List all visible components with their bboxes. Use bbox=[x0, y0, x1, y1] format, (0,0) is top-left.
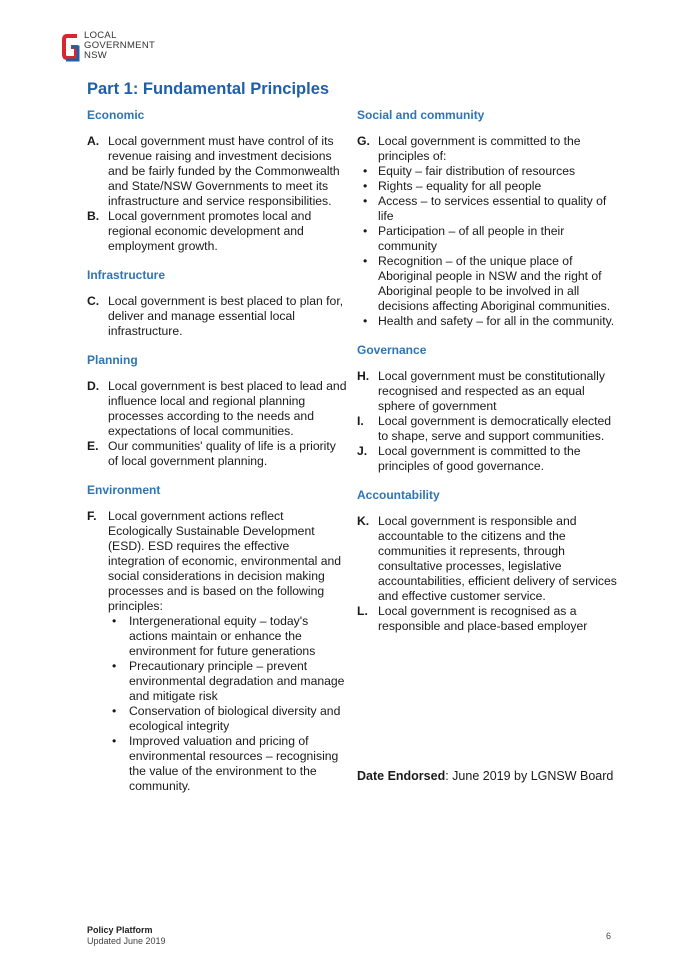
left-column bbox=[87, 108, 349, 808]
item-text: Local government is best placed to plan for, deliver and manage essential local infrastructure. bbox=[108, 294, 344, 338]
bullet-text: Participation – of all people in their community bbox=[378, 224, 565, 253]
section-heading: Economic bbox=[87, 108, 145, 122]
item-letter: F. bbox=[87, 509, 97, 523]
footer-updated: Updated June 2019 bbox=[87, 936, 166, 946]
principle-item bbox=[87, 439, 349, 469]
bullet-item bbox=[87, 614, 349, 659]
bullet-item bbox=[357, 314, 619, 329]
bullet-dot: • bbox=[363, 164, 368, 178]
page-title: Part 1: Fundamental Principles bbox=[87, 80, 330, 98]
bullet-text: Improved valuation and pricing of environmental resources – recognising the value of the environment to the community. bbox=[129, 734, 339, 793]
item-text: Local government promotes local and regional economic development and employment growth. bbox=[108, 209, 312, 253]
item-letter: G. bbox=[357, 134, 370, 148]
right-column bbox=[357, 108, 619, 648]
bullet-dot: • bbox=[363, 179, 368, 193]
logo-line: NSW bbox=[84, 50, 108, 61]
section-heading: Accountability bbox=[357, 488, 440, 502]
bullet-list bbox=[357, 164, 619, 329]
bullet-item bbox=[357, 224, 619, 254]
bullet-text: Rights – equality for all people bbox=[378, 179, 542, 193]
bullet-item bbox=[87, 734, 349, 794]
principle-item bbox=[357, 514, 619, 604]
date-endorsed-value: : June 2019 by LGNSW Board bbox=[445, 769, 614, 783]
logo-line: LOCAL bbox=[84, 30, 117, 41]
page-footer bbox=[87, 925, 166, 947]
logo-line: GOVERNMENT bbox=[84, 40, 156, 51]
bullet-item bbox=[87, 659, 349, 704]
item-letter: C. bbox=[87, 294, 100, 308]
item-letter: L. bbox=[357, 604, 368, 618]
bullet-text: Health and safety – for all in the community. bbox=[378, 314, 615, 328]
section-economic bbox=[87, 108, 349, 254]
section-infrastructure bbox=[87, 268, 349, 339]
bullet-text: Conservation of biological diversity and ecological integrity bbox=[129, 704, 341, 733]
section-social-community bbox=[357, 108, 619, 329]
bullet-dot: • bbox=[112, 659, 117, 673]
section-heading: Social and community bbox=[357, 108, 485, 122]
item-text: Local government must have control of its revenue raising and investment decisions and be fairly funded by the Commonwealth and State/NSW Governments to meet its infrastructure and service responsibilities. bbox=[108, 134, 340, 208]
item-letter: A. bbox=[87, 134, 100, 148]
item-letter: H. bbox=[357, 369, 370, 383]
lgnsw-logo bbox=[62, 30, 172, 66]
section-environment bbox=[87, 483, 349, 794]
section-heading: Governance bbox=[357, 343, 427, 357]
bullet-item bbox=[357, 179, 619, 194]
principle-item bbox=[87, 209, 349, 254]
footer-document-name: Policy Platform bbox=[87, 925, 153, 935]
section-governance bbox=[357, 343, 619, 474]
item-letter: J. bbox=[357, 444, 368, 458]
bullet-dot: • bbox=[363, 224, 368, 238]
item-text: Our communities' quality of life is a priority of local government planning. bbox=[108, 439, 336, 468]
section-heading: Infrastructure bbox=[87, 268, 166, 282]
section-heading: Environment bbox=[87, 483, 161, 497]
principle-item bbox=[87, 379, 349, 439]
lgnsw-g-logo-icon bbox=[62, 32, 80, 62]
bullet-item bbox=[357, 194, 619, 224]
bullet-text: Recognition – of the unique place of Aboriginal people in NSW and the right of Aboriginal people to be involved in all decisions affecting Aboriginal communities. bbox=[378, 254, 611, 313]
bullet-dot: • bbox=[112, 734, 117, 748]
bullet-dot: • bbox=[363, 194, 368, 208]
section-heading: Planning bbox=[87, 353, 138, 367]
section-planning bbox=[87, 353, 349, 469]
principle-item bbox=[357, 134, 619, 164]
section-accountability bbox=[357, 488, 619, 634]
item-letter: B. bbox=[87, 209, 100, 223]
date-endorsed bbox=[357, 769, 613, 783]
bullet-dot: • bbox=[363, 254, 368, 268]
bullet-text: Equity – fair distribution of resources bbox=[378, 164, 576, 178]
bullet-list bbox=[87, 614, 349, 794]
date-endorsed-label: Date Endorsed bbox=[357, 769, 446, 783]
item-letter: D. bbox=[87, 379, 100, 393]
bullet-text: Intergenerational equity – today's actions maintain or enhance the environment for future generations bbox=[129, 614, 316, 658]
item-text: Local government is democratically elected to shape, serve and support communities. bbox=[378, 414, 612, 443]
bullet-dot: • bbox=[112, 704, 117, 718]
bullet-item bbox=[357, 164, 619, 179]
principle-item bbox=[357, 444, 619, 474]
item-letter: K. bbox=[357, 514, 370, 528]
item-text: Local government is committed to the principles of: bbox=[378, 134, 581, 163]
item-letter: I. bbox=[357, 414, 364, 428]
item-text: Local government is recognised as a responsible and place-based employer bbox=[378, 604, 588, 633]
item-text: Local government is responsible and accountable to the citizens and the communities it represents, through consultative processes, legislative accountabilities, efficient delivery of services and effective customer service. bbox=[378, 514, 617, 603]
bullet-item bbox=[357, 254, 619, 314]
item-text: Local government must be constitutionally recognised and respected as an equal sphere of government bbox=[378, 369, 605, 413]
principle-item bbox=[357, 604, 619, 634]
principle-item bbox=[87, 509, 349, 614]
principle-item bbox=[87, 294, 349, 339]
principle-item bbox=[357, 369, 619, 414]
logo-wordmark bbox=[84, 31, 155, 61]
bullet-text: Precautionary principle – prevent environmental degradation and manage and mitigate risk bbox=[129, 659, 345, 703]
bullet-dot: • bbox=[363, 314, 368, 328]
item-text: Local government is best placed to lead and influence local and regional planning processes according to the needs and expectations of local communities. bbox=[108, 379, 347, 438]
item-text: Local government is committed to the principles of good governance. bbox=[378, 444, 581, 473]
item-text: Local government actions reflect Ecologically Sustainable Development (ESD). ESD requires the effective integration of economic, environmental and social considerations in decision making processes and is based on the following principles: bbox=[108, 509, 342, 613]
bullet-item bbox=[87, 704, 349, 734]
page-number: 6 bbox=[606, 931, 612, 941]
principle-item bbox=[357, 414, 619, 444]
bullet-text: Access – to services essential to quality of life bbox=[378, 194, 607, 223]
item-letter: E. bbox=[87, 439, 99, 453]
bullet-dot: • bbox=[112, 614, 117, 628]
principle-item bbox=[87, 134, 349, 209]
